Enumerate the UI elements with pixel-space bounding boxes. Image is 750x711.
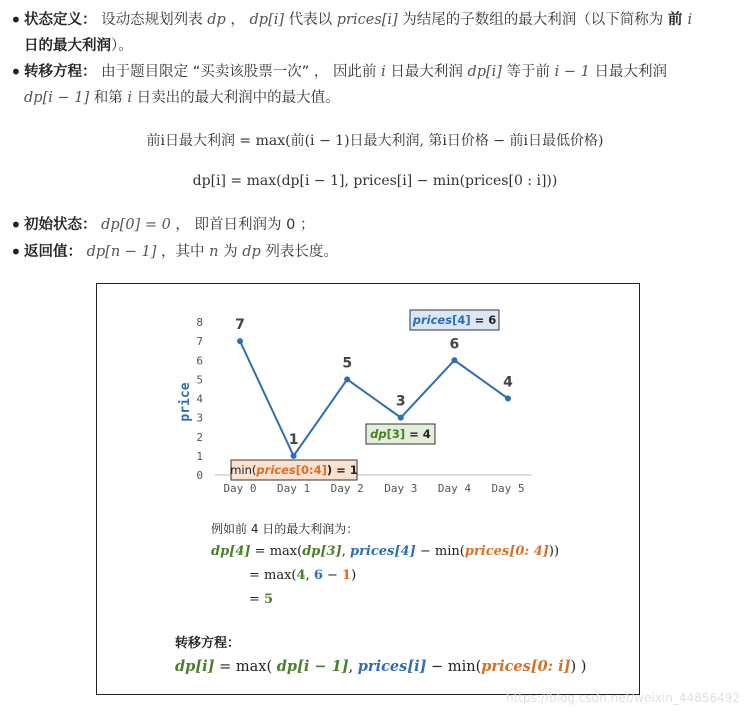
bullet-dot: • [10,240,22,264]
x-tick-label: Day 0 [223,482,257,495]
annotation-text: dp[3] = 4 [370,427,431,441]
bullet-dot: • [10,60,22,84]
data-point [291,453,297,459]
data-point [344,376,350,382]
y-tick-label: 0 [196,469,203,482]
y-tick-label: 5 [196,373,203,387]
y-tick-label: 4 [196,392,203,406]
data-label: 7 [235,317,245,334]
data-point [237,338,243,344]
y-tick-label: 3 [196,411,203,425]
y-tick-label: 2 [196,430,203,444]
example-line-3: = 5 [249,592,274,607]
data-point [398,415,404,421]
example-title: 例如前 4 日的最大利润为： [211,522,359,536]
transition-label: 转移方程： [24,64,97,80]
x-tick-label: Day 1 [277,482,311,495]
data-label: 3 [395,393,406,410]
data-label: 5 [342,355,353,372]
y-tick-label: 1 [196,449,203,463]
transition-equation: dp[i] = max( dp[i − 1], prices[i] − min(prices[0: i]) ) [175,658,587,675]
equation-dp: dp[i] = max(dp[i − 1], prices[i] − min(prices[0 : i])) [192,173,558,189]
y-tick-label: 7 [196,335,203,349]
x-tick-label: Day 2 [330,482,364,495]
annotation-text: min(prices[0:4]) = 1 [230,463,358,477]
state-def-label: 状态定义： [24,12,97,28]
annotation-text: prices[4] = 6 [412,313,497,327]
bullet-dot: • [10,8,22,32]
bullet-dot: • [10,213,22,237]
example-line-2: = max(4, 6 − 1) [249,568,357,583]
data-label: 1 [288,431,299,448]
y-tick-label: 6 [196,354,203,368]
y-tick-label: 8 [196,316,203,329]
data-label: 4 [503,374,513,391]
watermark: https://blog.csdn.net/weixin_44856492 [505,691,740,705]
x-tick-label: Day 3 [384,482,418,495]
y-axis-label: price [178,382,193,422]
return-value-label: 返回值： [24,244,82,260]
x-tick-label: Day 4 [437,482,471,495]
x-tick-label: Day 5 [491,482,525,495]
data-point [451,357,457,363]
data-label: 6 [449,336,460,353]
data-point [505,396,511,402]
example-line-1: dp[4] = max(dp[3], prices[4] − min(prices[0: 4])) [211,544,560,559]
transition-title: 转移方程： [175,636,241,651]
initial-state-label: 初始状态： [24,217,97,233]
equation-words: 前i日最大利润 = max(前(i − 1)日最大利润, 第i日价格 − 前i日最低价格) [146,133,604,149]
figure-box [96,283,640,695]
